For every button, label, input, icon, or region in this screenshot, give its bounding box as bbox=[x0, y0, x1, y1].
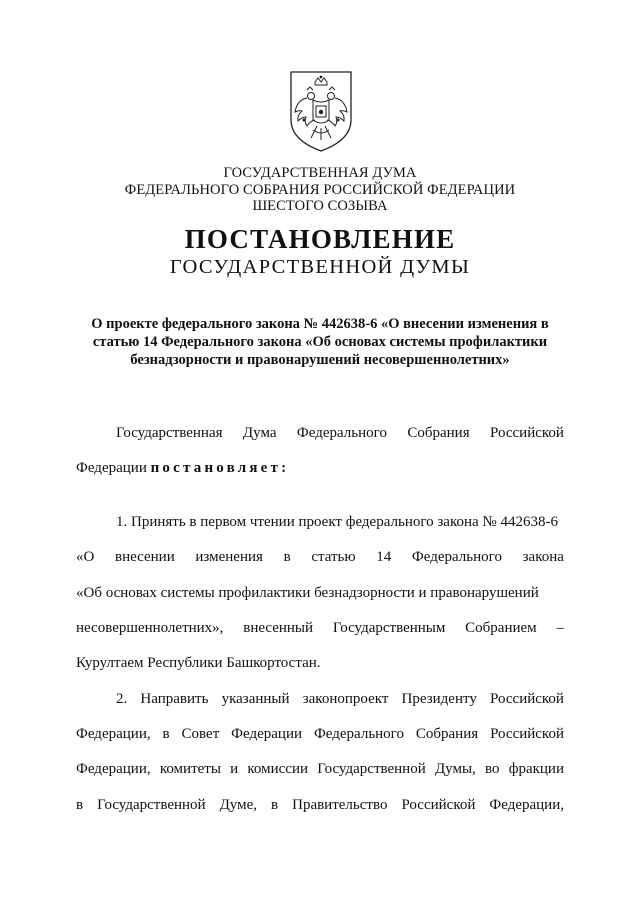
word: Федерации, bbox=[489, 797, 564, 813]
word: 14 bbox=[376, 549, 392, 565]
word: и bbox=[230, 761, 239, 777]
word: Федерации bbox=[76, 460, 147, 476]
preamble-line-1 bbox=[116, 424, 564, 442]
coat-of-arms-emblem bbox=[287, 68, 355, 154]
item1-line-3: «Об основах системы профилактики безнадзорности и правонарушений bbox=[76, 585, 539, 601]
word: в bbox=[283, 549, 291, 565]
double-headed-eagle-icon bbox=[287, 68, 355, 154]
word: 2. bbox=[116, 691, 128, 707]
word: Правительство bbox=[292, 797, 388, 813]
item1-line-1: 1. Принять в первом чтении проект федерального закона № 442638-6 bbox=[116, 514, 558, 530]
word: Российской bbox=[490, 425, 564, 441]
header-line-1: ГОСУДАРСТВЕННАЯ ДУМА bbox=[223, 165, 417, 181]
word: несовершеннолетних», bbox=[76, 620, 224, 636]
word: Федерального bbox=[313, 726, 404, 742]
item2-line-4 bbox=[76, 796, 564, 814]
word: в bbox=[162, 726, 170, 742]
word: Федерации, bbox=[76, 726, 151, 742]
word: Собрания bbox=[415, 726, 479, 742]
word: указанный bbox=[221, 691, 290, 707]
word: во bbox=[485, 761, 500, 777]
item1-line-5: Курултаем Республики Башкортостан. bbox=[76, 655, 321, 671]
word: Федерации bbox=[231, 726, 303, 742]
word: «О bbox=[76, 549, 95, 565]
document-title: ПОСТАНОВЛЕНИЕ bbox=[184, 224, 456, 254]
document-subject bbox=[0, 315, 640, 369]
word: Президенту bbox=[401, 691, 477, 707]
item2-line-2 bbox=[76, 725, 564, 743]
header-line-3: ШЕСТОГО СОЗЫВА bbox=[252, 198, 388, 214]
subject-line-1: О проекте федерального закона № 442638-6 «О внесении изменения в bbox=[91, 316, 549, 332]
word: Федерального bbox=[296, 425, 387, 441]
word: Государственная bbox=[116, 425, 223, 441]
word: комиссии bbox=[247, 761, 309, 777]
document-subtitle: ГОСУДАРСТВЕННОЙ ДУМЫ bbox=[169, 256, 471, 278]
word: Собрания bbox=[407, 425, 470, 441]
header-line-2: ФЕДЕРАЛЬНОГО СОБРАНИЯ РОССИЙСКОЙ ФЕДЕРАЦИИ bbox=[124, 182, 516, 198]
word: Направить bbox=[140, 691, 209, 707]
word: Совет bbox=[181, 726, 220, 742]
word: внесенный bbox=[243, 620, 314, 636]
word: Дума bbox=[242, 425, 277, 441]
word: Собранием bbox=[465, 620, 537, 636]
word: фракции bbox=[508, 761, 564, 777]
word: – bbox=[556, 620, 564, 636]
item2-line-3 bbox=[76, 760, 564, 778]
item1-line-2 bbox=[76, 548, 564, 566]
resolves-keyword: постановляет: bbox=[150, 460, 290, 476]
word: Государственной bbox=[317, 761, 426, 777]
word: Федерации, bbox=[76, 761, 151, 777]
subject-line-2: статью 14 Федерального закона «Об основах системы профилактики bbox=[92, 334, 548, 350]
word: закона bbox=[522, 549, 564, 565]
word: Государственной bbox=[97, 797, 206, 813]
word: Государственным bbox=[332, 620, 446, 636]
word: внесении bbox=[115, 549, 175, 565]
word: Федерального bbox=[411, 549, 502, 565]
word: Российской bbox=[490, 691, 564, 707]
word: комитеты bbox=[159, 761, 221, 777]
word: в bbox=[76, 797, 84, 813]
word: Российской bbox=[490, 726, 564, 742]
word: изменения bbox=[195, 549, 263, 565]
item2-line-1 bbox=[116, 690, 564, 708]
word: в bbox=[271, 797, 279, 813]
word: Российской bbox=[401, 797, 476, 813]
word: статью bbox=[311, 549, 356, 565]
word: Думы, bbox=[434, 761, 476, 777]
subject-line-3: безнадзорности и правонарушений несовершеннолетних» bbox=[130, 352, 510, 368]
word: Думе, bbox=[219, 797, 258, 813]
word: законопроект bbox=[302, 691, 389, 707]
preamble-line-2 bbox=[76, 459, 289, 477]
item1-line-4 bbox=[76, 619, 564, 637]
